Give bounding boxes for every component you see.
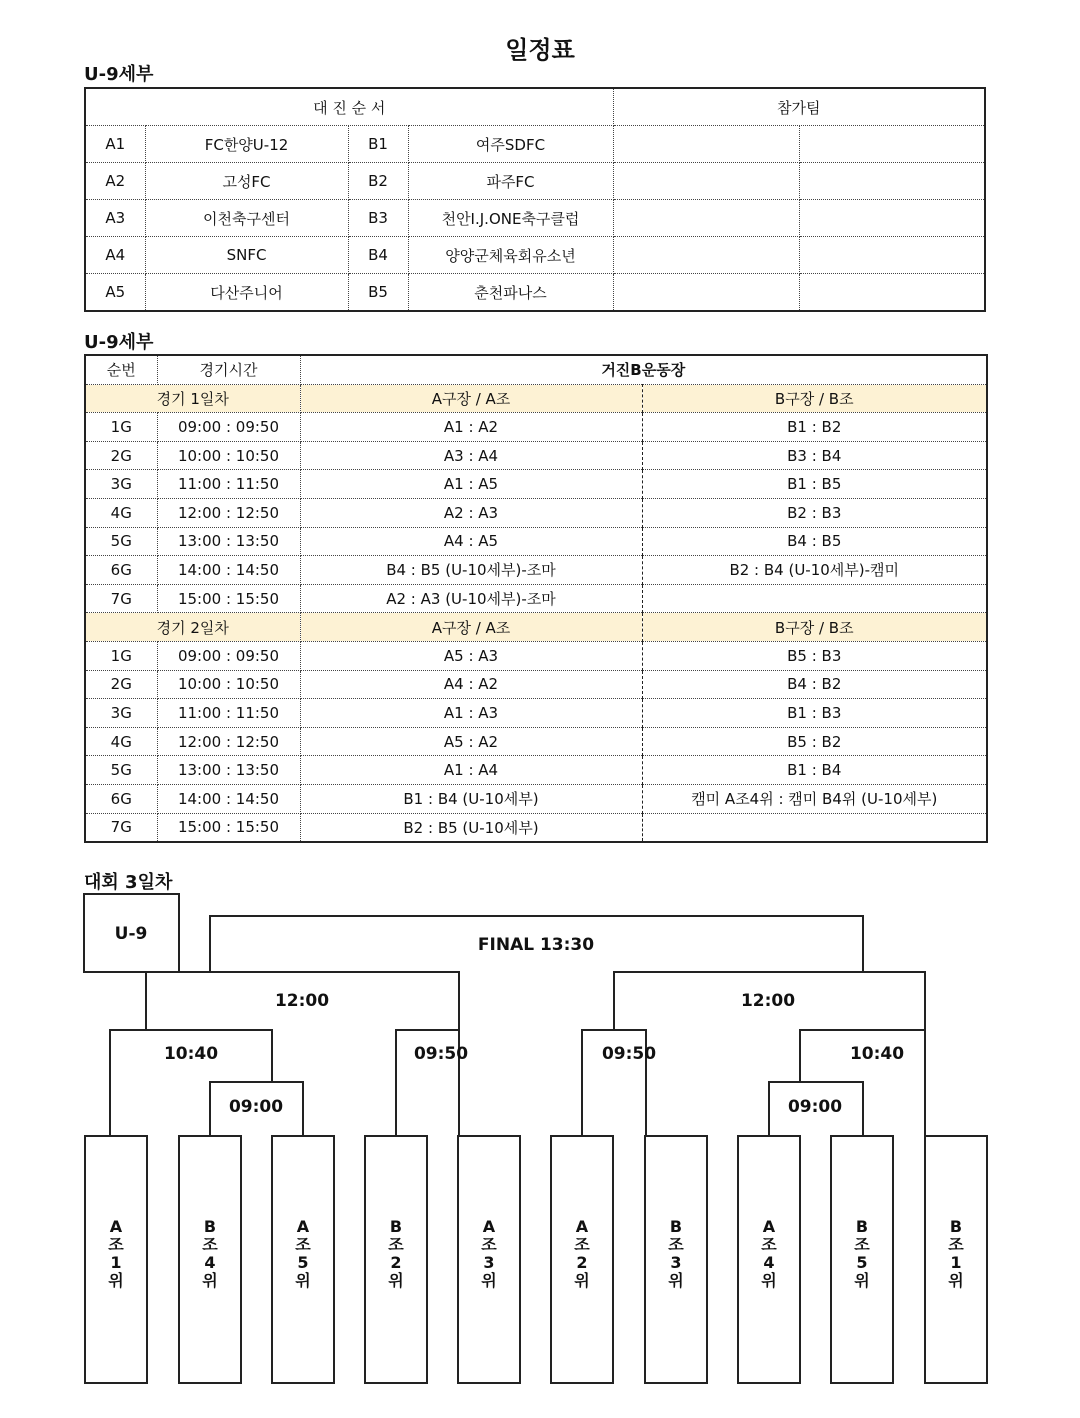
game-time-cell: 09:00 : 09:50 [157,641,300,670]
q2-time: 09:50 [413,1044,469,1064]
semi-right-time: 12:00 [740,991,796,1011]
field-b-match-cell: B1 : B2 [642,413,987,442]
seed-label: A 조 2 위 [574,1217,590,1290]
game-no-cell: 7G [85,813,157,842]
field-a-header: A구장 / A조 [300,384,642,413]
section-heading-schedule: U-9세부 [84,332,154,353]
game-time-cell: 11:00 : 11:50 [157,470,300,499]
a-team-cell: 다산주니어 [145,274,348,312]
game-time-cell: 13:00 : 13:50 [157,756,300,785]
field-b-match-cell: B4 : B2 [642,670,987,699]
venue-header: 거진B운동장 [300,355,987,384]
b-code-cell: B2 [348,163,408,200]
semi-left-time: 12:00 [274,991,330,1011]
b-team-cell: 파주FC [408,163,613,200]
seed-label: B 조 1 위 [948,1217,964,1290]
game-time-cell: 10:00 : 10:50 [157,670,300,699]
game-no-cell: 2G [85,441,157,470]
game-time-cell: 10:00 : 10:50 [157,441,300,470]
a-code-cell: A4 [85,237,145,274]
b-team-cell: 천안I.J.ONE축구클럽 [408,200,613,237]
draw-header: 대 진 순 서 [85,88,613,126]
game-no-cell: 7G [85,584,157,613]
seed-label: B 조 2 위 [388,1217,404,1290]
b-code-cell: B4 [348,237,408,274]
field-a-match-cell: B4 : B5 (U-10세부)-조마 [300,556,642,585]
field-a-match-cell: B1 : B4 (U-10세부) [300,784,642,813]
game-no-cell: 4G [85,498,157,527]
section-heading-day3: 대회 3일차 [84,872,173,893]
game-no-cell: 6G [85,556,157,585]
field-a-match-cell: A5 : A2 [300,727,642,756]
q1-time: 10:40 [163,1044,219,1064]
seed-label: B 조 5 위 [854,1217,870,1290]
q3-time: 09:50 [601,1044,657,1064]
game-time-cell: 14:00 : 14:50 [157,556,300,585]
teams-header: 참가팀 [613,88,985,126]
day-label: 경기 2일차 [85,613,300,642]
seed-label: A 조 3 위 [481,1217,497,1290]
a-code-cell: A2 [85,163,145,200]
bracket-label: U-9 [114,924,148,944]
field-b-header: B구장 / B조 [642,613,987,642]
field-a-match-cell: B2 : B5 (U-10세부) [300,813,642,842]
game-no-cell: 5G [85,527,157,556]
b-team-cell: 양양군체육회유소년 [408,237,613,274]
game-time-cell: 13:00 : 13:50 [157,527,300,556]
game-time-cell: 15:00 : 15:50 [157,584,300,613]
a-team-cell: 이천축구센터 [145,200,348,237]
game-no-cell: 4G [85,727,157,756]
field-b-match-cell: B1 : B5 [642,470,987,499]
b-team-cell: 춘천파나스 [408,274,613,312]
field-a-match-cell: A3 : A4 [300,441,642,470]
a-code-cell: A5 [85,274,145,312]
col-no-header: 순번 [85,355,157,384]
b-code-cell: B5 [348,274,408,312]
page-title: 일정표 [505,36,575,64]
field-a-match-cell: A2 : A3 (U-10세부)-조마 [300,584,642,613]
a-team-cell: SNFC [145,237,348,274]
field-a-match-cell: A5 : A3 [300,641,642,670]
seed-label: A 조 5 위 [295,1217,311,1290]
game-no-cell: 5G [85,756,157,785]
field-a-match-cell: A1 : A2 [300,413,642,442]
field-a-header: A구장 / A조 [300,613,642,642]
game-no-cell: 2G [85,670,157,699]
day-label: 경기 1일차 [85,384,300,413]
game-time-cell: 15:00 : 15:50 [157,813,300,842]
q4-time: 10:40 [849,1044,905,1064]
seed-label: A 조 1 위 [108,1217,124,1290]
game-time-cell: 09:00 : 09:50 [157,413,300,442]
seed-label: A 조 4 위 [761,1217,777,1290]
game-no-cell: 1G [85,413,157,442]
a-code-cell: A1 [85,126,145,163]
field-a-match-cell: A1 : A3 [300,699,642,728]
seed-label: B 조 4 위 [202,1217,218,1290]
field-a-match-cell: A4 : A5 [300,527,642,556]
r1-left-time: 09:00 [228,1097,284,1117]
col-time-header: 경기시간 [157,355,300,384]
game-no-cell: 1G [85,641,157,670]
seed-label: B 조 3 위 [668,1217,684,1290]
field-a-match-cell: A1 : A4 [300,756,642,785]
final-label: FINAL 13:30 [477,935,595,955]
game-time-cell: 12:00 : 12:50 [157,498,300,527]
field-a-match-cell: A2 : A3 [300,498,642,527]
b-team-cell: 여주SDFC [408,126,613,163]
game-time-cell: 12:00 : 12:50 [157,727,300,756]
b-code-cell: B3 [348,200,408,237]
game-time-cell: 14:00 : 14:50 [157,784,300,813]
field-b-match-cell: B1 : B4 [642,756,987,785]
field-a-match-cell: A1 : A5 [300,470,642,499]
game-no-cell: 6G [85,784,157,813]
r1-right-time: 09:00 [787,1097,843,1117]
b-code-cell: B1 [348,126,408,163]
field-b-match-cell: B4 : B5 [642,527,987,556]
field-b-match-cell: B2 : B4 (U-10세부)-캠미 [642,556,987,585]
section-heading-draw: U-9세부 [84,64,154,85]
field-b-match-cell: B1 : B3 [642,699,987,728]
game-no-cell: 3G [85,470,157,499]
a-team-cell: 고성FC [145,163,348,200]
a-team-cell: FC한양U-12 [145,126,348,163]
field-b-match-cell: B2 : B3 [642,498,987,527]
a-code-cell: A3 [85,200,145,237]
field-b-match-cell: B3 : B4 [642,441,987,470]
field-b-match-cell: B5 : B3 [642,641,987,670]
field-b-header: B구장 / B조 [642,384,987,413]
field-b-match-cell: B5 : B2 [642,727,987,756]
game-no-cell: 3G [85,699,157,728]
field-b-match-cell: 캠미 A조4위 : 캠미 B4위 (U-10세부) [642,784,987,813]
game-time-cell: 11:00 : 11:50 [157,699,300,728]
field-a-match-cell: A4 : A2 [300,670,642,699]
